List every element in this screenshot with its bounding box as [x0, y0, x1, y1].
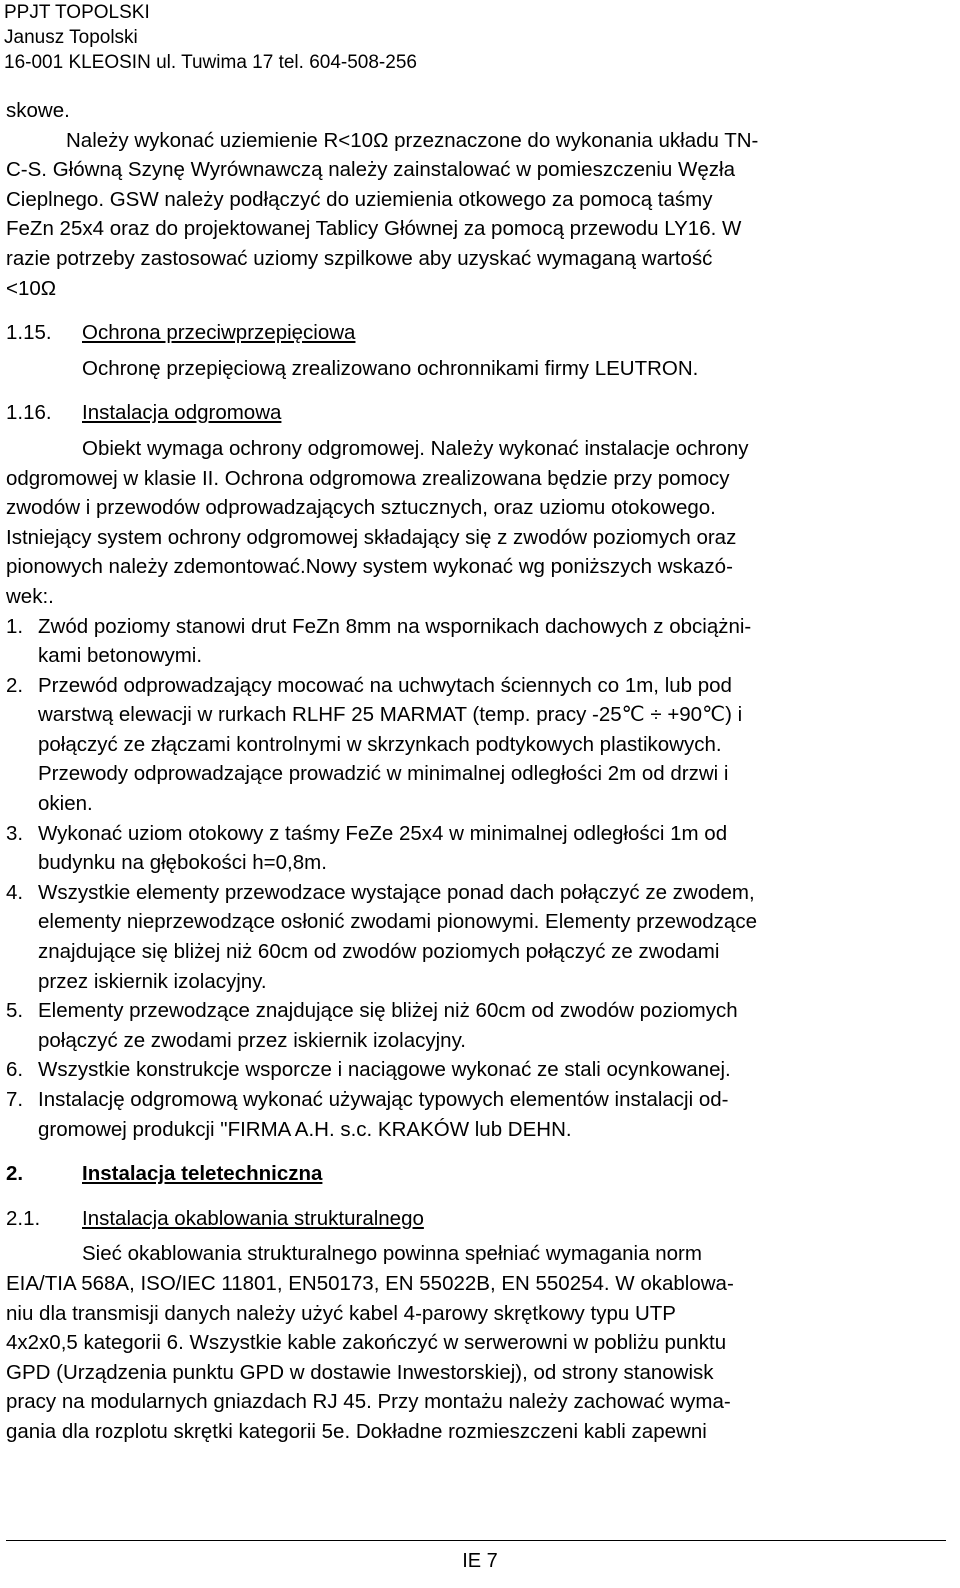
section-heading-2 [6, 1159, 946, 1189]
list-line: Przewód odprowadzający mocować na uchwytach ściennych co 1m, lub pod [38, 673, 732, 697]
paragraph-line: Sieć okablowania strukturalnego powinna spełniać wymagania norm [82, 1242, 702, 1266]
list-line: połączyć ze złączami kontrolnymi w skrzynkach podtykowych plastikowych. [38, 732, 722, 756]
section-title: Ochrona przeciwprzepięciowa [82, 321, 356, 345]
list-line: Przewody odprowadzające prowadzić w minimalnej odległości 2m od drzwi i [38, 762, 729, 786]
section-heading-1-16 [6, 398, 946, 428]
list-number: 3. [6, 821, 24, 845]
list-item [6, 996, 946, 1055]
paragraph-line: EIA/TIA 568A, ISO/IEC 11801, EN50173, EN 55022B, EN 550254. W okablowa- [6, 1271, 734, 1295]
list-item [6, 878, 946, 996]
company-address: 16-001 KLEOSIN ul. Tuwima 17 tel. 604-508-256 [4, 52, 417, 73]
section-number: 2. [6, 1162, 24, 1186]
list-line: gromowej produkcji "FIRMA A.H. s.c. KRAKÓW lub DEHN. [38, 1117, 572, 1141]
section-number: 1.15. [6, 321, 52, 345]
list-item [6, 612, 946, 671]
paragraph-line: odgromowej w klasie II. Ochrona odgromowa zrealizowana będzie przy pomocy [6, 466, 730, 490]
list-item [6, 671, 946, 819]
section-number: 2.1. [6, 1206, 41, 1230]
list-line: Zwód poziomy stanowi drut FeZn 8mm na wspornikach dachowych z obciążni- [38, 614, 752, 638]
list-number: 7. [6, 1088, 24, 1111]
document-body [6, 96, 946, 1447]
paragraph-line: niu dla transmisji danych należy użyć kabel 4-parowy skrętkowy typu UTP [6, 1301, 676, 1325]
section-heading-1-15 [6, 318, 946, 348]
list-item [6, 1085, 946, 1144]
paragraph-line: FeZn 25x4 oraz do projektowanej Tablicy Głównej za pomocą przewodu LY16. W [6, 217, 742, 241]
paragraph-line: skowe. [6, 99, 70, 122]
page-number: IE 7 [462, 1550, 498, 1572]
paragraph-line: C-S. Główną Szynę Wyrównawczą należy zainstalować w pomieszczeniu Węzła [6, 158, 735, 182]
section-title: Instalacja odgromowa [82, 401, 282, 425]
section-heading-2-1 [6, 1204, 946, 1234]
list-item [6, 1055, 946, 1085]
section-title: Instalacja okablowania strukturalnego [82, 1206, 424, 1230]
paragraph-line: Cieplnego. GSW należy podłączyć do uziemienia otkowego za pomocą taśmy [6, 187, 713, 211]
list-number: 6. [6, 1058, 24, 1082]
company-name: PPJT TOPOLSKI [4, 2, 150, 23]
list-number: 5. [6, 999, 24, 1023]
paragraph-line: Należy wykonać uziemienie R<10Ω przeznaczone do wykonania układu TN- [66, 128, 759, 152]
paragraph-line: Ochronę przepięciową zrealizowano ochronnikami firmy LEUTRON. [82, 356, 699, 380]
section-title: Instalacja teletechniczna [82, 1162, 323, 1186]
list-number: 4. [6, 880, 24, 904]
paragraph-line: Obiekt wymaga ochrony odgromowej. Należy wykonać instalacje ochrony [82, 436, 749, 460]
paragraph-line: 4x2x0,5 kategorii 6. Wszystkie kable zakończyć w serwerowni w pobliżu punktu [6, 1331, 727, 1355]
paragraph-line: gania dla rozplotu skrętki kategorii 5e. Dokładne rozmieszczeni kabli zapewni [6, 1419, 707, 1443]
page-header [4, 0, 417, 75]
list-line: budynku na głębokości h=0,8m. [38, 851, 327, 875]
list-line: Wszystkie elementy przewodzace wystające ponad dach połączyć ze zwodem, [38, 880, 755, 904]
list-line: kami betonowymi. [38, 644, 203, 668]
paragraph-line: razie potrzeby zastosować uziomy szpilkowe aby uzyskać wymaganą wartość [6, 246, 713, 270]
footer-divider [6, 1540, 946, 1541]
list-line: przez iskiernik izolacyjny. [38, 969, 267, 993]
list-line: elementy nieprzewodzące osłonić zwodami pionowymi. Elementy przewodzące [38, 910, 757, 934]
paragraph-line: GPD (Urządzenia punktu GPD w dostawie Inwestorskiej), od strony stanowisk [6, 1360, 714, 1384]
paragraph-line: wek:. [6, 584, 54, 608]
list-line: Wykonać uziom otokowy z taśmy FeZe 25x4 w minimalnej odległości 1m od [38, 821, 728, 845]
list-line: znajdujące się bliżej niż 60cm od zwodów poziomych połączyć ze zwodami [38, 940, 720, 964]
list-line: Elementy przewodzące znajdujące się bliżej niż 60cm od zwodów poziomych [38, 999, 738, 1023]
paragraph-line: pracy na modularnych gniazdach RJ 45. Przy montażu należy zachować wyma- [6, 1390, 731, 1414]
paragraph-line: pionowych należy zdemontować.Nowy system wykonać wg poniższych wskazó- [6, 555, 733, 579]
list-number: 2. [6, 673, 24, 697]
list-line: warstwą elewacji w rurkach RLHF 25 MARMAT (temp. pracy -25℃ ÷ +90℃) i [38, 703, 743, 727]
paragraph-line: <10Ω [6, 276, 57, 300]
list-line: połączyć ze zwodami przez iskiernik izolacyjny. [38, 1028, 466, 1052]
section-number: 1.16. [6, 401, 52, 425]
list-line: okien. [38, 792, 93, 816]
owner-name: Janusz Topolski [4, 27, 138, 48]
list-line: Instalację odgromową wykonać używając typowych elementów instalacji od- [38, 1088, 729, 1111]
list-number: 1. [6, 614, 24, 638]
list-line: Wszystkie konstrukcje wsporcze i naciągowe wykonać ze stali ocynkowanej. [38, 1058, 731, 1082]
paragraph-line: zwodów i przewodów odprowadzających sztucznych, oraz uziomu otokowego. [6, 496, 716, 520]
list-item [6, 819, 946, 878]
paragraph-line: Istniejący system ochrony odgromowej składający się z zwodów poziomych oraz [6, 525, 737, 549]
